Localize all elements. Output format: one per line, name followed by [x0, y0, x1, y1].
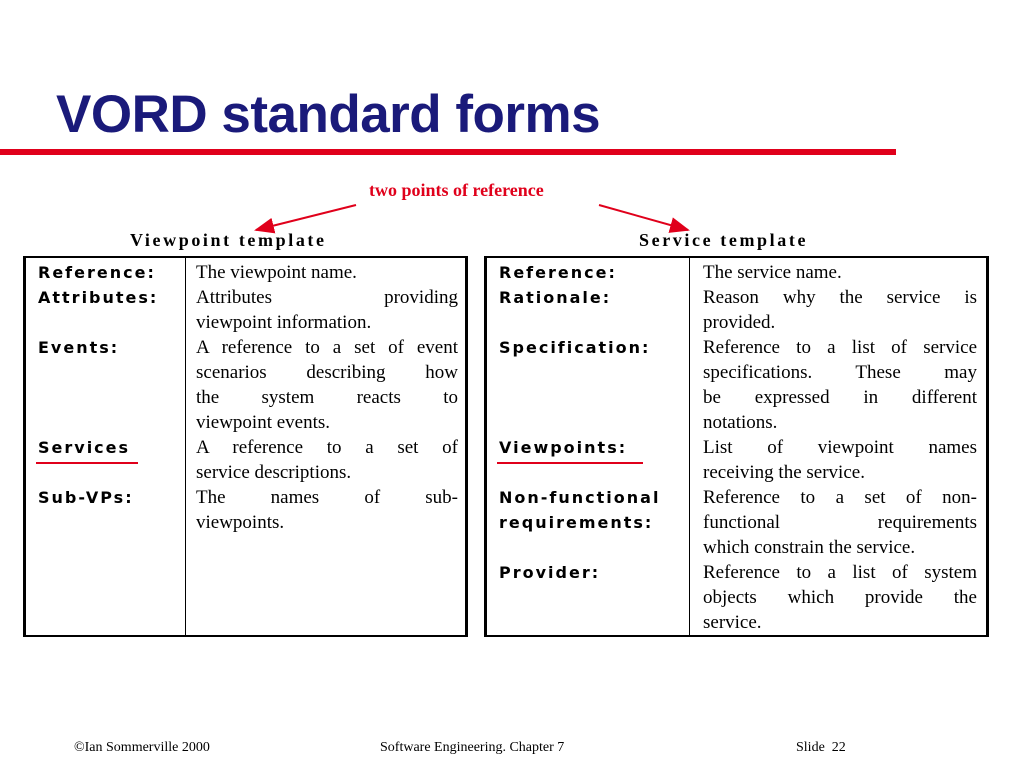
row-description: A reference to a set of service descriptions.	[196, 437, 458, 483]
column-divider	[185, 258, 186, 635]
row-description: The viewpoint name.	[196, 262, 357, 283]
row-label: Reference:	[499, 263, 617, 282]
row-label: Rationale:	[499, 288, 612, 307]
row-label: Provider:	[499, 563, 601, 582]
row-label: Events:	[38, 338, 120, 357]
row-label: Viewpoints:	[499, 438, 628, 457]
left-arrow	[256, 205, 356, 230]
footer-course: Software Engineering. Chapter 7	[380, 740, 565, 755]
services-underline	[36, 462, 138, 464]
service-template-title: Service template	[639, 230, 809, 250]
row-label: Reference:	[38, 263, 156, 282]
row-description: Reason why the service is provided.	[703, 287, 977, 333]
row-label: Non-functional	[499, 488, 661, 507]
row-description: The names of sub- viewpoints.	[196, 487, 458, 533]
row-description: Reference to a set of non- functional requirements which constrain the service.	[703, 487, 977, 558]
column-divider	[689, 258, 690, 635]
right-arrow	[599, 205, 688, 230]
row-label: Sub-VPs:	[38, 488, 134, 507]
viewpoint-template-title: Viewpoint template	[130, 230, 327, 250]
row-label: Attributes:	[38, 288, 159, 307]
service-template-panel	[484, 256, 989, 637]
row-label: Services	[38, 438, 131, 457]
row-label: Specification:	[499, 338, 651, 357]
annotation-label: two points of reference	[369, 180, 544, 200]
row-description: Attributes providing viewpoint information.	[196, 287, 458, 333]
row-description: The service name.	[703, 262, 842, 283]
viewpoints-underline	[497, 462, 643, 464]
row-description: Reference to a list of service specifications. These may be expressed in different notations.	[703, 337, 977, 433]
row-description: List of viewpoint names receiving the service.	[703, 437, 977, 483]
slide-title: VORD standard forms	[56, 85, 601, 144]
viewpoint-template-panel	[23, 256, 468, 637]
footer-copyright: ©Ian Sommerville 2000	[74, 740, 210, 755]
row-description: A reference to a set of event scenarios describing how the system reacts to viewpoint events.	[196, 337, 458, 433]
row-label-continued: requirements:	[499, 513, 654, 532]
footer-slide-number: Slide 22	[796, 740, 846, 755]
row-description: Reference to a list of system objects which provide the service.	[703, 562, 977, 633]
